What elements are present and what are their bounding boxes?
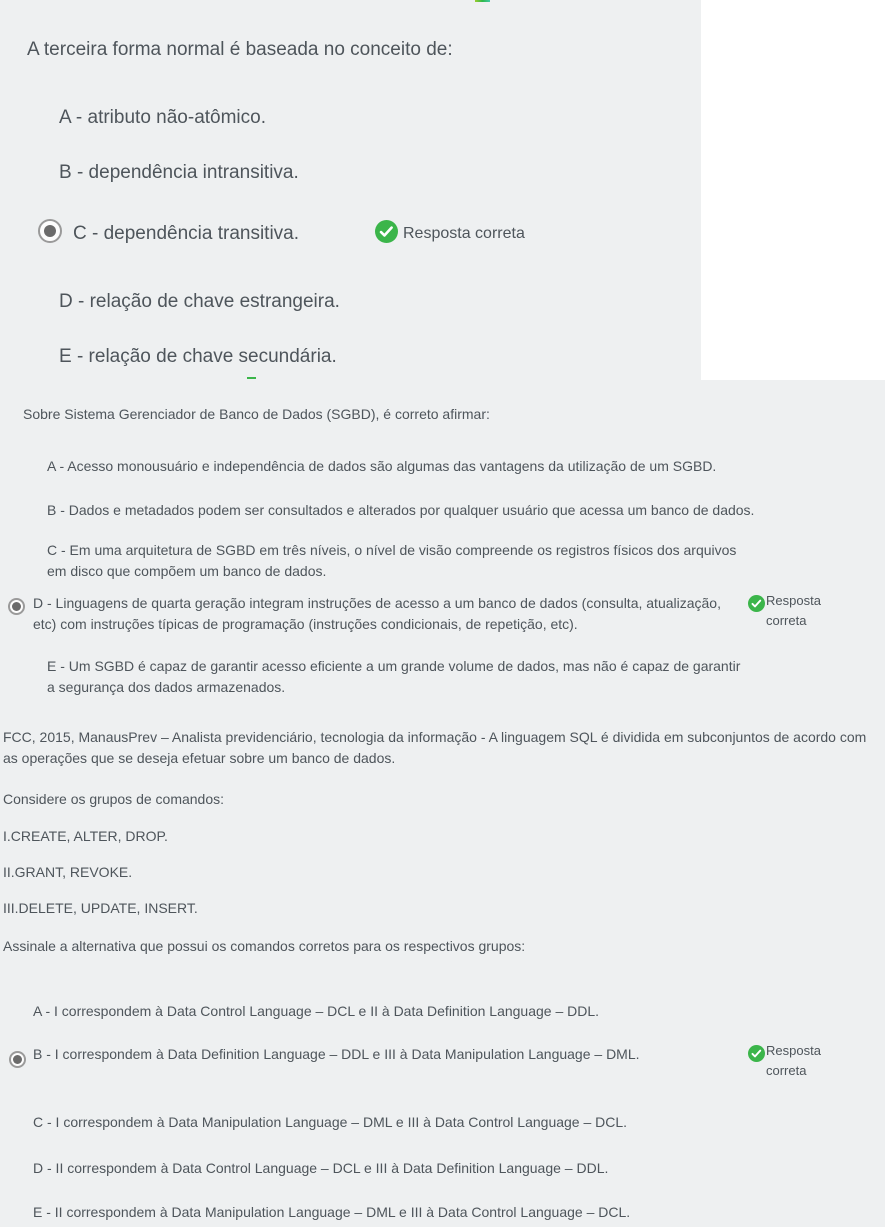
question3-option-c[interactable]: C - I correspondem à Data Manipulation Language – DML e III à Data Control Language – DCL. [33, 1114, 628, 1130]
question2-option-c[interactable]: C - Em uma arquitetura de SGBD em três níveis, o nível de visão compreende os registros físicos dos arquivos em disco que compõem um banco de dados. [47, 542, 737, 579]
question2-text: Sobre Sistema Gerenciador de Banco de Dados (SGBD), é correto afirmar: [23, 406, 490, 422]
cutoff-icon-fragment [247, 377, 256, 379]
question1-option-c-radio[interactable] [38, 219, 62, 243]
question3-option-b[interactable]: B - I correspondem à Data Definition Language – DDL e III à Data Manipulation Language – DML. [33, 1046, 640, 1062]
question1-option-a[interactable]: A - atributo não-atômico. [59, 107, 266, 128]
radio-dot [12, 602, 21, 611]
page-background-white-area [701, 0, 885, 380]
question3-option-e[interactable]: E - II correspondem à Data Manipulation Language – DML e III à Data Control Language – DCL. [33, 1204, 631, 1220]
question2-option-b[interactable]: B - Dados e metadados podem ser consultados e alterados por qualquer usuário que acessa um banco de dados. [47, 502, 755, 518]
question1-option-c[interactable]: C - dependência transitiva. [73, 223, 300, 244]
question3-consider: Considere os grupos de comandos: [3, 791, 225, 807]
question3-group-1: I.CREATE, ALTER, DROP. [3, 828, 168, 844]
check-icon [748, 595, 765, 612]
question2-option-d[interactable]: D - Linguagens de quarta geração integram instruções de acesso a um banco de dados (consulta, atualização, etc) com instruções típicas de programação (instruções condicionais, de repetição, etc). [33, 595, 721, 632]
correct-answer-badge: Resposta correta [766, 593, 821, 628]
question2-option-d-radio[interactable] [8, 598, 25, 615]
correct-answer-badge: Resposta correta [403, 225, 525, 242]
question1-option-d[interactable]: D - relação de chave estrangeira. [59, 291, 340, 312]
question3-option-a[interactable]: A - I correspondem à Data Control Language – DCL e II à Data Definition Language – DDL. [33, 1003, 600, 1019]
question3-intro: FCC, 2015, ManausPrev – Analista previdenciário, tecnologia da informação - A linguagem SQL é dividida em subconjuntos de acordo com as operações que se deseja efetuar sobre um banco de dados. [3, 729, 867, 766]
question3-option-d[interactable]: D - II correspondem à Data Control Language – DCL e III à Data Definition Language – DDL. [33, 1160, 609, 1176]
question2-option-a[interactable]: A - Acesso monousuário e independência de dados são algumas das vantagens da utilização de um SGBD. [47, 458, 717, 474]
question1-text: A terceira forma normal é baseada no conceito de: [27, 39, 453, 60]
check-icon [375, 220, 398, 243]
question3-group-3: III.DELETE, UPDATE, INSERT. [3, 900, 198, 916]
radio-dot [44, 225, 56, 237]
question3-option-b-radio[interactable] [9, 1051, 26, 1068]
question1-option-e[interactable]: E - relação de chave secundária. [59, 346, 337, 367]
radio-dot [13, 1055, 22, 1064]
question3-prompt: Assinale a alternativa que possui os comandos corretos para os respectivos grupos: [3, 938, 526, 954]
question1-option-b[interactable]: B - dependência intransitiva. [59, 162, 299, 183]
cutoff-check-icon-top [475, 0, 490, 2]
correct-answer-badge: Resposta correta [766, 1043, 821, 1078]
check-icon [748, 1045, 765, 1062]
question3-group-2: II.GRANT, REVOKE. [3, 864, 133, 880]
question2-option-e[interactable]: E - Um SGBD é capaz de garantir acesso eficiente a um grande volume de dados, mas não é capaz de garantir a segurança dos dados armazenados. [47, 658, 741, 695]
